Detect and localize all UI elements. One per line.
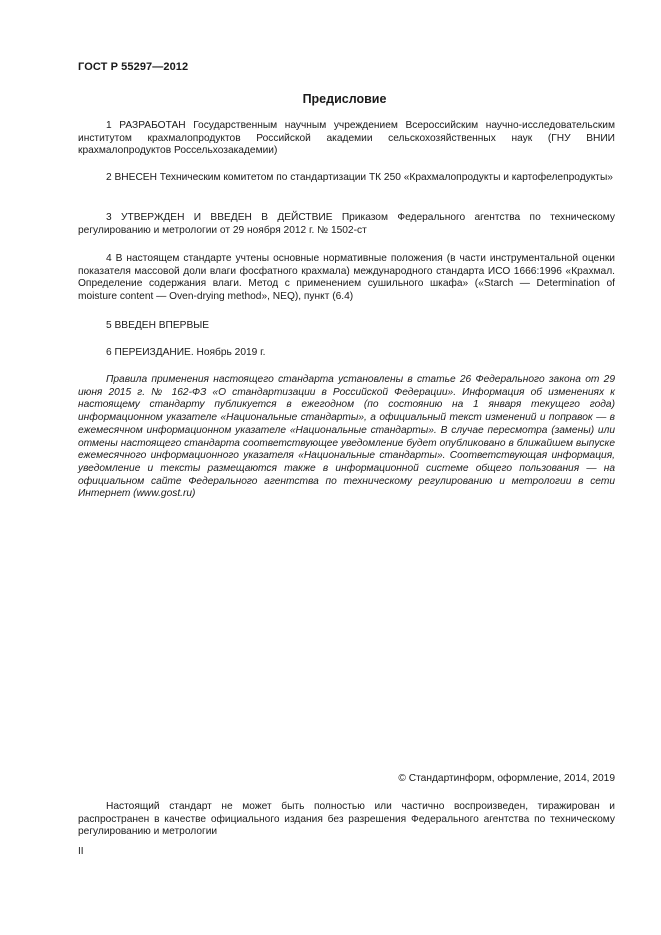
preface-item-2: 2 ВНЕСЕН Техническим комитетом по стандартизации ТК 250 «Крахмалопродукты и картофелепродукты» [106,172,613,183]
preface-item-3: 3 УТВЕРЖДЕН И ВВЕДЕН В ДЕЙСТВИЕ Приказом Федерального агентства по техническому регулированию и метрологии от 29 ноября 2012 г. № 1502-ст [78,212,615,236]
preface-item-1: 1 РАЗРАБОТАН Государственным научным учреждением Всероссийским научно-исследовательским институтом крахмалопродуктов Российской академии сельскохозяйственных наук (ГНУ ВНИИ крахмалопродуктов Россельхозакадемии) [78,120,615,157]
reproduction-notice: Настоящий стандарт не может быть полностью или частично воспроизведен, тиражирован и распространен в качестве официального издания без разрешения Федерального агентства по техническому регулированию и метрологии [78,801,615,838]
standard-id: ГОСТ Р 55297—2012 [78,61,189,73]
preface-item-5: 5 ВВЕДЕН ВПЕРВЫЕ [106,320,210,331]
preface-item-4: 4 В настоящем стандарте учтены основные нормативные положения (в части инструментальной оценки показателя массовой доли влаги фосфатного крахмала) международного стандарта ИСО 1666:1996 «Крахмал. Определение содержания влаги. Метод с применением сушильного шкафа» («Starch — Determination of moisture content — Oven-drying method», NEQ), пункт (6.4) [78,253,615,303]
application-rules-note: Правила применения настоящего стандарта установлены в статье 26 Федерального закона от 29 июня 2015 г. № 162-ФЗ «О стандартизации в Российской Федерации». Информация об изменениях к настоящему стандарту публикуется в ежегодном (по состоянию на 1 января текущего года) информационном указателе «Национальные стандарты», а официальный текст изменений и поправок — в ежемесячном информационном указателе «Национальные стандарты». В случае пересмотра (замены) или отмены настоящего стандарта соответствующее уведомление будет опубликовано в ближайшем выпуске ежемесячного информационного указателя «Национальные стандарты». Соответствующая информация, уведомление и тексты размещаются также в информационной системе общего пользования — на официальном сайте Федерального агентства по техническому регулированию и метрологии в сети Интернет (www.gost.ru) [78,374,615,500]
page-title: Предисловие [302,92,387,106]
copyright-line: © Стандартинформ, оформление, 2014, 2019 [398,773,615,784]
preface-item-6: 6 ПЕРЕИЗДАНИЕ. Ноябрь 2019 г. [106,347,266,358]
page-number: II [78,846,84,857]
